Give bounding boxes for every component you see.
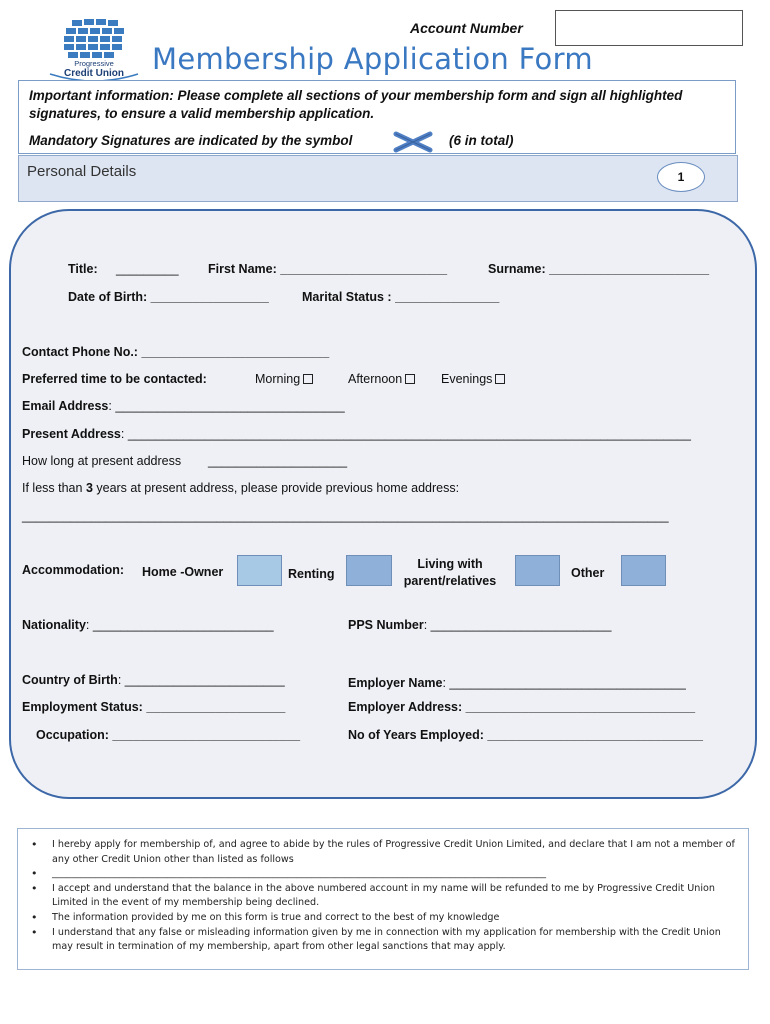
present-address-blank: : _________________________________________________________________________________ [120,427,691,441]
declaration-item: • I accept and understand that the balance in the above numbered account in my name will be refunded to me by Progressive Credit Union Limited in the event of my membership being declined. [28,882,742,911]
signatures-total: (6 in total) [449,133,514,148]
present-address-label: Present Address [22,427,121,441]
renting-box[interactable] [346,555,392,586]
date-of-birth-field[interactable]: Date of Birth: _________________ [68,290,269,304]
declaration-item: • I understand that any false or misleading information given by me in connection with my application for membership with the Credit Union may result in termination of my membership, apart from other legal sanctions that may apply. [28,926,742,955]
logo-text-line2: Credit Union [64,68,124,79]
section-number-badge: 1 [657,162,705,192]
important-info-box [18,80,736,154]
morning-checkbox[interactable] [303,374,313,384]
afternoon-label: Afternoon [348,372,403,386]
declaration-item[interactable]: • _______________________________________________________________________________________________________ [28,867,742,882]
previous-address-field[interactable]: _____________________________________________________________________________________________ [22,509,669,523]
signature-cross-icon [393,131,433,153]
employer-name-field[interactable]: Employer Name: __________________________________ [348,676,686,690]
evenings-checkbox[interactable] [495,374,505,384]
country-of-birth-field[interactable]: Country of Birth: _______________________ [22,673,285,687]
living-with-box[interactable] [515,555,560,586]
important-info-text: Important information: Please complete all sections of your membership form and sign all highlighted signatures, to ensure a valid membership application. [29,88,683,121]
how-long-label: How long at present address [22,454,182,468]
nationality-label: Nationality [22,618,86,632]
mandatory-signatures-text: Mandatory Signatures are indicated by the symbol [29,133,353,148]
logo-text-line1: Progressive [74,59,114,68]
present-address-field[interactable] [22,427,691,441]
how-long-field[interactable]: ____________________ [208,454,348,468]
occupation-field[interactable]: Occupation: ___________________________ [36,728,301,742]
surname-field[interactable]: Surname: _______________________ [488,262,710,276]
email-label: Email Address [22,399,109,413]
previous-address-instruction: If less than 3 years at present address, please provide previous home address: [22,481,460,495]
account-number-field[interactable] [555,10,743,46]
declaration-item: • I hereby apply for membership of, and agree to abide by the rules of Progressive Credit Union Limited, and declare that I am not a member of any other Credit Union other than listed as follows [28,838,742,867]
declarations-box [17,828,749,970]
morning-label: Morning [255,372,301,386]
first-name-field[interactable]: First Name: ________________________ [208,262,448,276]
living-with-label: Living with parent/relatives [403,557,497,588]
evenings-label: Evenings [441,372,493,386]
title-label: Title: [68,262,98,276]
home-owner-label: Home -Owner [142,565,224,579]
afternoon-checkbox[interactable] [405,374,415,384]
account-number-label: Account Number [410,20,523,36]
pps-label: PPS Number [348,618,424,632]
email-blank: : _________________________________ [108,399,345,413]
pps-number-field[interactable]: PPS Number: __________________________ [348,618,612,632]
home-owner-box[interactable] [237,555,282,586]
employer-address-field[interactable]: Employer Address: _________________________________ [348,700,696,714]
section-title: Personal Details [27,163,137,180]
afternoon-option[interactable] [348,372,415,386]
nationality-field[interactable]: Nationality: __________________________ [22,618,274,632]
other-box[interactable] [621,555,666,586]
personal-details-header [18,155,738,202]
page-title: Membership Application Form [152,42,593,76]
accommodation-label: Accommodation: [22,563,125,577]
employer-name-label: Employer Name [348,676,443,690]
contact-phone-field[interactable]: Contact Phone No.: ___________________________ [22,345,330,359]
preferred-time-label: Preferred time to be contacted: [22,372,207,386]
email-field[interactable] [22,399,345,413]
renting-label: Renting [288,567,335,581]
declaration-item: • The information provided by me on this form is true and correct to the best of my knowledge [28,911,742,926]
years-employed-field[interactable]: No of Years Employed: _______________________________ [348,728,703,742]
other-label: Other [571,566,605,580]
title-field[interactable]: _________ [116,262,179,276]
credit-union-logo [42,16,146,82]
declarations-list [28,838,742,955]
marital-status-field[interactable]: Marital Status : _______________ [302,290,500,304]
country-label: Country of Birth [22,673,118,687]
evenings-option[interactable] [441,372,505,386]
morning-option[interactable] [255,372,313,386]
employment-status-field[interactable]: Employment Status: ____________________ [22,700,286,714]
